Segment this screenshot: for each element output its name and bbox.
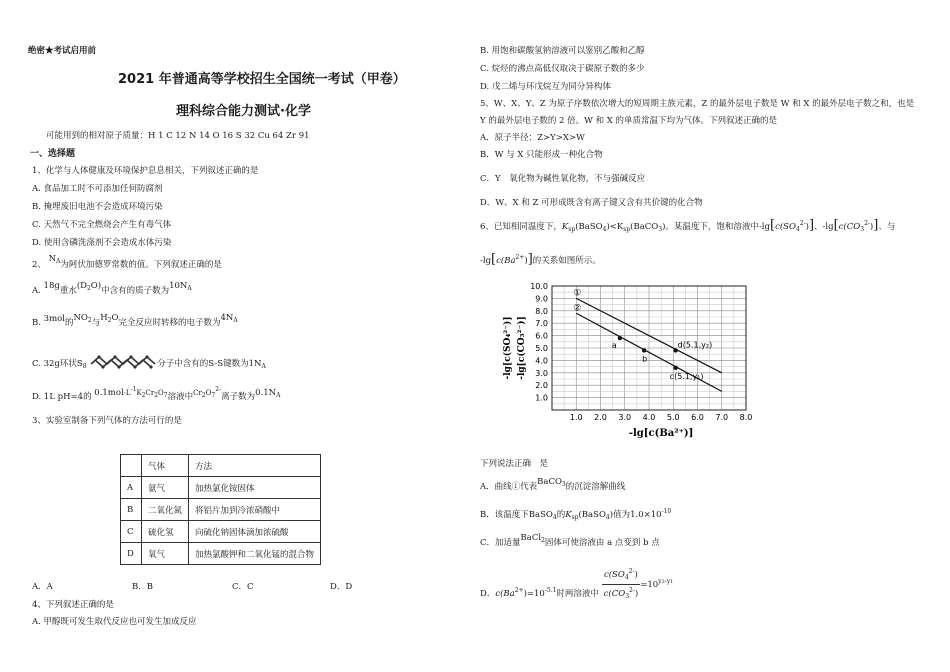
table-cell: 方法 <box>189 455 321 477</box>
table-cell: 二氧化氮 <box>142 499 189 521</box>
y-tick-label: 9.0 <box>535 294 548 304</box>
atomic-masses: 可能用到的相对原子质量：H 1 C 12 N 14 O 16 S 32 Cu 64 Zr 91 <box>46 131 310 141</box>
q4-option-d: D. 戊二烯与环戊烷互为同分异构体 <box>480 82 611 92</box>
table-cell: D <box>121 543 142 565</box>
x-tick-label: 7.0 <box>715 413 729 422</box>
point-label: c(5.1,y₁) <box>669 371 704 381</box>
q6-option-b: B．该温度下BaSO$_4$的$K_{sp}(BaSO_4)$值为$1.0\times 10^{-10}$ <box>480 508 672 521</box>
table-cell: B <box>121 499 142 521</box>
q4-option-b: B. 用饱和碳酸氢钠溶液可以鉴别乙酸和乙醇 <box>480 46 645 56</box>
x-tick-label: 1.0 <box>569 413 583 422</box>
q6-question: 下列说法正确 是 <box>480 459 549 469</box>
q6-stem-line2: $-\lg[c(Ba^{2+})]$的关系如图所示。 <box>480 252 601 267</box>
q3-stem: 3、实验室制备下列气体的方法可行的是 <box>32 416 182 426</box>
x-tick-label: 4.0 <box>642 413 656 422</box>
q5-option-b: B．W 与 X 只能形成一种化合物 <box>480 150 603 160</box>
y-axis-label-1: -lg[c(SO₄²⁻)] <box>503 316 513 380</box>
q4-option-c: C. 烷烃的沸点高低仅取决于碳原子数的多少 <box>480 64 645 74</box>
table-row <box>121 499 321 521</box>
table-cell: 气体 <box>142 455 189 477</box>
table-cell: 氧气 <box>142 543 189 565</box>
s8-ring-icon <box>89 354 157 370</box>
chart-svg <box>500 282 760 442</box>
y-tick-label: 6.0 <box>535 331 548 341</box>
q5-stem-line2: Y 的最外层电子数的 2 倍。W 和 X 的单质常温下均为气体。下列叙述正确的是 <box>480 116 778 126</box>
table-cell: 氨气 <box>142 477 189 499</box>
confidential-mark: 绝密★考试启用前 <box>28 46 97 56</box>
section-heading: 一、选择题 <box>30 149 76 159</box>
data-point <box>673 366 677 370</box>
table-row <box>121 543 321 565</box>
exam-title: 2021 年普通高等学校招生全国统一考试（甲卷） <box>118 72 406 87</box>
q5-option-a: A．原子半径：Z>Y>X>W <box>480 133 585 143</box>
y-tick-label: 5.0 <box>535 344 548 353</box>
exam-subtitle: 理科综合能力测试·化学 <box>176 104 311 119</box>
table-cell: C <box>121 521 142 543</box>
x-tick-label: 5.0 <box>666 413 680 422</box>
q2-option-a: A. 18g重水$(D_2O)$中含有的质子数为$10N_A$ <box>32 281 192 296</box>
y-axis-label-2: -lg[c(CO₃²⁻)] <box>517 316 527 380</box>
point-label: d(5.1,y₂) <box>677 340 713 350</box>
x-tick-label: 2.0 <box>594 413 607 422</box>
table-cell: 硫化氢 <box>142 521 189 543</box>
table-cell <box>121 455 142 477</box>
table-row <box>121 521 321 543</box>
x-axis-label: -lg[c(Ba²⁺)] <box>628 428 694 439</box>
y-tick-label: 8.0 <box>535 306 548 316</box>
q3-option-b: B．B <box>132 582 153 592</box>
q3-option-d: D．D <box>330 582 353 592</box>
q3-table <box>120 454 321 565</box>
y-tick-label: 2.0 <box>535 381 548 391</box>
y-tick-label: 1.0 <box>535 393 548 403</box>
q1-option-d: D. 使用含磷洗涤剂不会造成水体污染 <box>32 238 172 248</box>
point-label: a <box>611 341 617 351</box>
data-point <box>642 348 646 352</box>
x-tick-label: 8.0 <box>739 413 753 422</box>
q4-option-a: A. 甲醇既可发生取代反应也可发生加成反应 <box>32 617 197 627</box>
table-cell: 将铝片加到冷浓硝酸中 <box>189 499 321 521</box>
y-tick-label: 3.0 <box>535 368 548 378</box>
q3-option-a: A．A <box>32 582 53 592</box>
q6-option-a: A．曲线①代表BaCO$_3$的沉淀溶解曲线 <box>480 477 626 492</box>
table-cell: A <box>121 477 142 499</box>
q5-stem-line1: 5、W、X、Y、Z 为原子序数依次增大的短周期主族元素，Z 的最外层电子数是 W 和 X 的最外层电子数之和，也是 <box>480 99 915 109</box>
q6-option-c: C．加适量BaCl$_2$固体可使溶液由 a 点变到 b 点 <box>480 533 660 548</box>
q1-option-b: B. 掩埋废旧电池不会造成环境污染 <box>32 202 163 212</box>
q2-option-b: B. 3mol的$NO_2$与$H_2O$完全反应时转移的电子数为$4N_A$ <box>32 313 238 328</box>
series-label-1: ① <box>573 288 582 299</box>
table-cell: 加热氯化铵固体 <box>189 477 321 499</box>
q6-option-d: D．$c(Ba^{2+})=10^{-5.1}$时两溶液中 $\frac{c(SO_4^{2-})}{c(CO_3^{2-})}$ $=10^{y2-y1}$ <box>480 568 674 600</box>
q2-option-c: C. 32g环状$S_8$ 分子中含有的S-S键数为$1N_A$ <box>32 354 266 370</box>
q3-option-c: C．C <box>232 582 254 592</box>
series-label-2: ② <box>573 303 582 314</box>
q6-stem-line1: 6、已知相同温度下，$K_{sp}(BaSO_4)<K_{sp}(BaCO_3)$。某温度下，饱和溶液中$-\lg[c(SO_4^{2-})]$、$-\lg[c(CO_3^{2-})]$、与 <box>480 218 896 233</box>
q5-option-c: C．Y 氧化物为碱性氧化物，不与强碱反应 <box>480 174 646 184</box>
table-header-row <box>121 455 321 477</box>
point-label: b <box>642 354 648 364</box>
q2-stem: 2、 $N_A$为阿伏加德罗常数的值。下列叙述正确的是 <box>32 254 222 270</box>
q2-option-d: D. 1L pH=4的 0.1mol·L-1K2Cr2O7溶液中$^{Cr2O72-}$离子数为$0.1N_A$ <box>32 386 281 402</box>
table-cell: 向硫化钠固体滴加浓硫酸 <box>189 521 321 543</box>
x-tick-label: 6.0 <box>691 413 704 422</box>
solubility-chart <box>500 282 760 442</box>
x-tick-label: 3.0 <box>618 413 632 422</box>
table-cell: 加热氯酸钾和二氧化锰的混合物 <box>189 543 321 565</box>
q1-option-a: A. 食品加工时不可添加任何防腐剂 <box>32 184 163 194</box>
data-point <box>618 336 622 340</box>
q4-stem: 4、下列叙述正确的是 <box>32 600 114 610</box>
y-tick-label: 7.0 <box>535 319 548 329</box>
y-tick-label: 4.0 <box>535 356 548 366</box>
q1-stem: 1、化学与人体健康及环境保护息息相关，下列叙述正确的是 <box>32 166 259 176</box>
y-tick-label: 10.0 <box>530 282 548 291</box>
table-row <box>121 477 321 499</box>
q1-option-c: C. 天然气不完全燃烧会产生有毒气体 <box>32 220 172 230</box>
q5-option-d: D．W、X 和 Z 可形成既含有离子键又含有共价键的化合物 <box>480 198 703 208</box>
